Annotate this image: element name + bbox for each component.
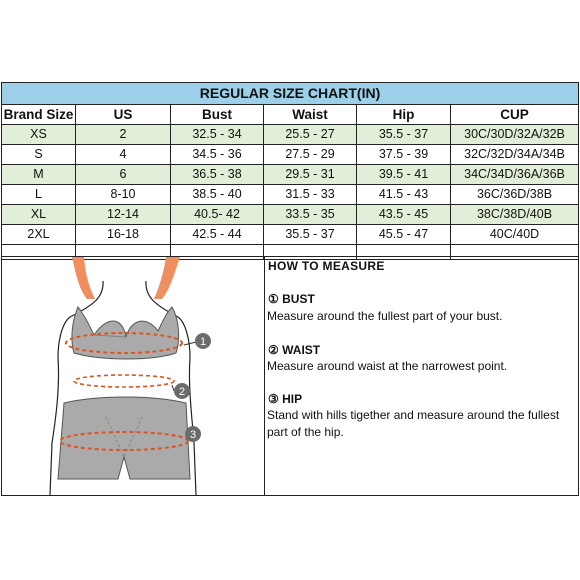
cell: 36C/36D/38B xyxy=(451,185,579,205)
table-row xyxy=(2,185,579,205)
how-to-measure-panel xyxy=(265,257,578,495)
cell: M xyxy=(2,165,76,185)
size-chart-title: REGULAR SIZE CHART(IN) xyxy=(2,83,579,105)
step-waist-title xyxy=(268,343,320,357)
cell: 38.5 - 40 xyxy=(171,185,264,205)
body-figure-panel xyxy=(2,257,265,495)
header-cup: CUP xyxy=(451,105,579,125)
cell: XS xyxy=(2,125,76,145)
step-marker: ③ xyxy=(268,392,279,406)
marker-2: 2 xyxy=(178,386,186,398)
cell: S xyxy=(2,145,76,165)
marker-1: 1 xyxy=(199,336,207,348)
cell: 36.5 - 38 xyxy=(171,165,264,185)
header-us: US xyxy=(76,105,171,125)
table-row xyxy=(2,165,579,185)
step-hip-desc: Stand with hills tigether and measure around the fullest part of the hip. xyxy=(267,408,560,439)
cell: 6 xyxy=(76,165,171,185)
cell: 2XL xyxy=(2,225,76,245)
size-chart-table xyxy=(1,82,579,260)
cell: 38C/38D/40B xyxy=(451,205,579,225)
header-hip: Hip xyxy=(357,105,451,125)
table-row xyxy=(2,225,579,245)
cell: 29.5 - 31 xyxy=(264,165,357,185)
cell: 34.5 - 36 xyxy=(171,145,264,165)
cell: XL xyxy=(2,205,76,225)
table-row xyxy=(2,145,579,165)
cell: 12-14 xyxy=(76,205,171,225)
cell: 16-18 xyxy=(76,225,171,245)
step-hip-title xyxy=(268,392,302,406)
cell: 43.5 - 45 xyxy=(357,205,451,225)
cell: 33.5 - 35 xyxy=(264,205,357,225)
table-row xyxy=(2,125,579,145)
step-label: WAIST xyxy=(282,343,321,357)
cell: 35.5 - 37 xyxy=(357,125,451,145)
step-bust-desc: Measure around the fullest part of your bust. xyxy=(267,309,503,323)
header-waist: Waist xyxy=(264,105,357,125)
cell: 42.5 - 44 xyxy=(171,225,264,245)
cell: 8-10 xyxy=(76,185,171,205)
header-bust: Bust xyxy=(171,105,264,125)
cell: 32C/32D/34A/34B xyxy=(451,145,579,165)
body-figure-illustration xyxy=(2,257,264,495)
cell: 4 xyxy=(76,145,171,165)
cell: 30C/30D/32A/32B xyxy=(451,125,579,145)
cell: 35.5 - 37 xyxy=(264,225,357,245)
step-marker: ① xyxy=(268,292,279,306)
step-bust-title xyxy=(268,292,315,306)
cell: L xyxy=(2,185,76,205)
cell: 37.5 - 39 xyxy=(357,145,451,165)
marker-3: 3 xyxy=(189,429,197,441)
cell: 39.5 - 41 xyxy=(357,165,451,185)
how-to-measure-title: HOW TO MEASURE xyxy=(268,259,385,273)
cell: 31.5 - 33 xyxy=(264,185,357,205)
cell: 40.5- 42 xyxy=(171,205,264,225)
header-brand-size: Brand Size xyxy=(2,105,76,125)
how-to-measure-section xyxy=(1,256,579,496)
cell: 27.5 - 29 xyxy=(264,145,357,165)
cell: 40C/40D xyxy=(451,225,579,245)
step-marker: ② xyxy=(268,343,279,357)
cell: 25.5 - 27 xyxy=(264,125,357,145)
step-waist-desc: Measure around waist at the narrowest point. xyxy=(267,359,508,373)
cell: 2 xyxy=(76,125,171,145)
step-label: BUST xyxy=(282,292,315,306)
header-row xyxy=(2,105,579,125)
step-label: HIP xyxy=(282,392,303,406)
cell: 34C/34D/36A/36B xyxy=(451,165,579,185)
cell: 32.5 - 34 xyxy=(171,125,264,145)
cell: 45.5 - 47 xyxy=(357,225,451,245)
table-row xyxy=(2,205,579,225)
cell: 41.5 - 43 xyxy=(357,185,451,205)
